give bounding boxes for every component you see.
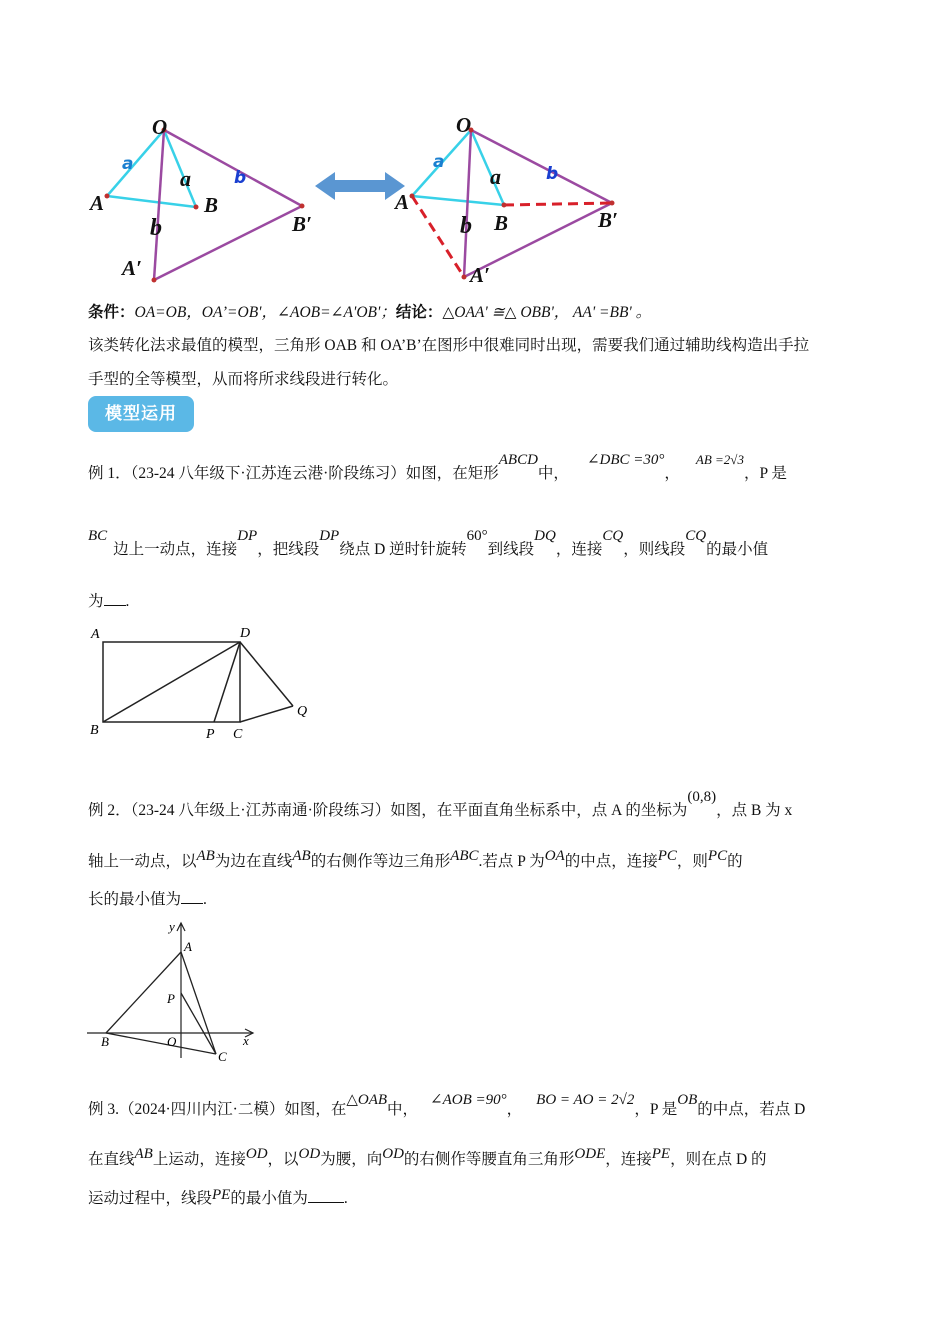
ex1-text: . [125, 593, 130, 610]
ex3-text: ， [506, 1101, 523, 1118]
ex3-math: OD [298, 1146, 321, 1162]
ex2-text: 的中点，连接 [564, 853, 658, 870]
ex1-label-A: A [91, 627, 100, 642]
ex3-text: 为腰，向 [320, 1151, 383, 1168]
ex2-math: (0,8) [687, 789, 717, 805]
ex3-text: 运动过程中，线段 [88, 1190, 213, 1207]
ex2-math: PC [707, 848, 728, 864]
section-badge: 模型运用 [88, 396, 194, 432]
ex1-text: 为 [88, 593, 104, 610]
ex3-math: ∠AOB =90° [430, 1092, 507, 1108]
label-a-right: a [490, 164, 501, 189]
ex2-figure [85, 918, 265, 1068]
ex1-text: 绕点 D 逆时针旋转 [339, 541, 467, 558]
ex1-math: 60° [466, 528, 488, 544]
conclusion-text: △OAA' ≅△ OBB'， AA' =BB' 。 [442, 304, 652, 321]
ex1-label-P: P [206, 727, 215, 742]
ex1-math: DQ [534, 528, 556, 544]
ex1-label-C: C [233, 727, 243, 742]
ex3-text: 的最小值为 [230, 1190, 308, 1207]
ex3-math: AB [134, 1146, 153, 1162]
ex3-math: OB [677, 1092, 698, 1108]
ex2-text: ，点 B 为 x [716, 802, 793, 819]
ex1-math: CQ [602, 528, 624, 544]
ex2-line1 [88, 789, 793, 820]
label-Aprime-left: A′ [122, 256, 142, 280]
ex3-text: ，P 是 [634, 1101, 678, 1118]
model-figure-right [410, 128, 615, 280]
ex2-text: .若点 P 为 [478, 853, 545, 870]
ex3-text: ，以 [267, 1151, 299, 1168]
paragraph-line: 手型的全等模型，从而将所求线段进行转化。 [88, 371, 399, 388]
double-arrow-icon [315, 172, 405, 200]
ex3-text: ，连接 [605, 1151, 652, 1168]
condition-label: 条件： [88, 304, 135, 321]
label-Bprime-right: B′ [598, 208, 618, 232]
ex1-line2 [88, 528, 769, 559]
ex3-text: 中， [387, 1101, 419, 1118]
label-b-small-right: b [546, 164, 559, 184]
ex1-text: ，连接 [555, 541, 603, 558]
ex2-text: 的 [727, 853, 743, 870]
ex2-text: ，则 [676, 853, 708, 870]
ex2-label-C: C [218, 1049, 227, 1064]
ex2-text: 轴上一动点，以 [88, 853, 197, 870]
ex2-label-P: P [167, 991, 175, 1006]
ex3-math: ODE [574, 1146, 606, 1162]
ex3-text: . [343, 1190, 348, 1207]
label-a-small-right: a [433, 152, 445, 172]
ex1-figure [85, 620, 325, 745]
ex2-text: . [203, 891, 207, 908]
ex3-line3 [88, 1186, 348, 1208]
ex2-text: 长的最小值为 [88, 891, 182, 908]
ex1-line1 [88, 452, 787, 483]
ex2-line3 [88, 887, 207, 909]
ex2-math: ABC [450, 848, 479, 864]
ex1-math: AB =2√3 [695, 452, 744, 467]
ex2-label-B: B [101, 1034, 109, 1049]
ex2-math: AB [196, 848, 215, 864]
condition-text: OA=OB，OA’=OB'，∠AOB=∠A'OB'； [134, 304, 396, 321]
ex1-text: 到线段 [487, 541, 535, 558]
ex3-math: △OAB [346, 1092, 388, 1108]
ex1-math: ∠DBC =30° [586, 452, 665, 468]
condition-line [88, 300, 651, 322]
ex1-text: 边上一动点，连接 [113, 541, 238, 558]
ex1-label-B: B [90, 723, 99, 738]
ex3-math: OD [382, 1146, 404, 1162]
label-b-left: b [150, 215, 162, 241]
ex2-line2 [88, 849, 743, 871]
ex1-math: CQ [685, 528, 707, 544]
ex2-label-O: O [167, 1034, 177, 1049]
ex1-label-D: D [240, 626, 251, 641]
ex1-text: ，把线段 [257, 541, 320, 558]
ex1-text: ，则线段 [623, 541, 686, 558]
ex2-math: AB [292, 848, 311, 864]
ex1-text: 的最小值 [706, 541, 769, 558]
ex1-math: BC [88, 528, 108, 544]
ex3-text: 的中点，若点 D [697, 1101, 806, 1118]
ex2-label-A: A [184, 939, 192, 954]
label-o-right: O [456, 113, 472, 137]
label-a-left: a [180, 166, 191, 191]
ex3-text: 的右侧作等腰直角三角形 [403, 1151, 575, 1168]
label-A-left: A [90, 191, 105, 215]
ex3-line2 [88, 1147, 767, 1169]
answer-blank[interactable] [181, 889, 203, 904]
ex1-text: ，P 是 [743, 465, 787, 482]
ex3-math: OD [245, 1146, 268, 1162]
ex3-math: PE [212, 1187, 231, 1203]
ex1-math: DP [237, 528, 258, 544]
ex1-line3 [88, 589, 129, 611]
label-Aprime-right: A′ [470, 263, 490, 287]
ex2-text: 的右侧作等边三角形 [310, 853, 451, 870]
ex3-math: BO = AO = 2√2 [536, 1092, 635, 1108]
answer-blank[interactable] [104, 591, 126, 606]
ex1-text: ， [664, 465, 680, 482]
ex1-math: DP [319, 528, 340, 544]
model-figure [85, 110, 645, 290]
conclusion-label: 结论： [395, 304, 443, 321]
ex3-text: 例 3.（2024·四川内江·二模）如图，在 [88, 1101, 347, 1118]
ex3-math: PE [651, 1146, 671, 1162]
label-b-right: b [460, 213, 472, 239]
ex2-math: PC [657, 848, 677, 864]
paragraph-line: 该类转化法求最值的模型，三角形 OAB 和 OA’B’在图形中很难同时出现，需要我们通过辅助线构造出手拉 [88, 337, 810, 354]
label-a-small-left: a [122, 154, 134, 174]
ex2-text: 为边在直线 [214, 853, 293, 870]
ex3-text: ，则在点 D 的 [670, 1151, 767, 1168]
ex1-text: 中， [537, 465, 569, 482]
ex2-text: 例 2．（23-24 八年级上·江苏南通·阶段练习）如图，在平面直角坐标系中，点 A 的坐标为 [88, 802, 688, 819]
label-o-left: O [152, 115, 168, 139]
label-A-right: A [395, 190, 410, 214]
ex3-line1 [88, 1092, 806, 1119]
ex3-text: 上运动，连接 [152, 1151, 246, 1168]
label-b-small-left: b [234, 168, 247, 188]
label-B-right: B [494, 211, 509, 235]
label-Bprime-left: B′ [292, 212, 312, 236]
ex1-label-Q: Q [297, 704, 308, 719]
ex2-label-y: y [169, 919, 175, 934]
ex3-text: 在直线 [88, 1151, 135, 1168]
ex1-math: ABCD [498, 452, 538, 468]
answer-blank[interactable] [308, 1188, 344, 1203]
ex1-text: 例 1．（23-24 八年级下·江苏连云港·阶段练习）如图，在矩形 [88, 465, 499, 482]
label-B-left: B [204, 193, 219, 217]
ex2-label-x: x [243, 1033, 249, 1048]
ex2-math: OA [544, 848, 565, 864]
